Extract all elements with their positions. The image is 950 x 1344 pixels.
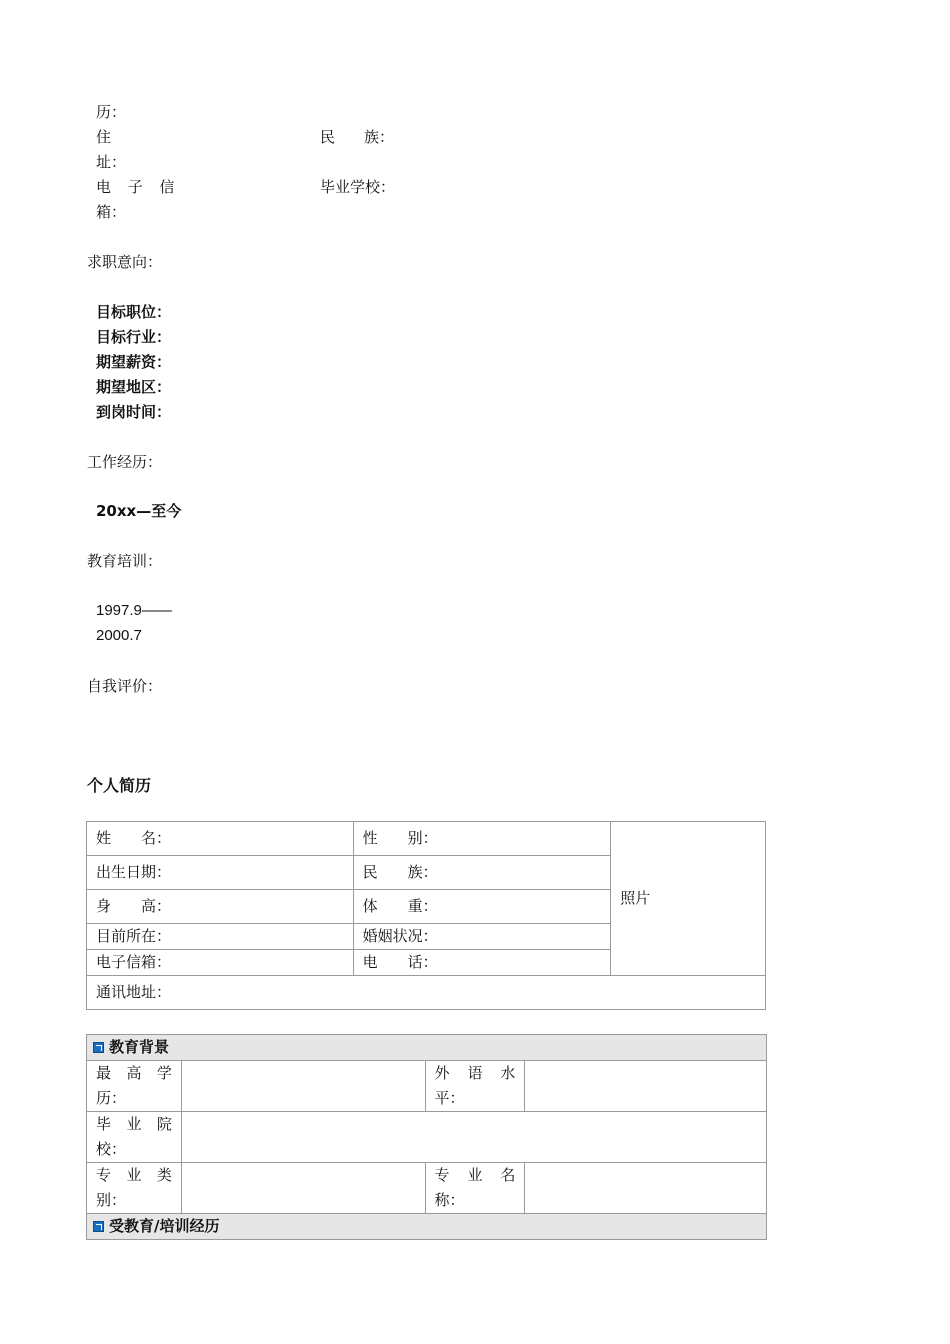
personal-info-table [86, 821, 766, 1010]
ethnic-label-part1: 民 [320, 128, 336, 146]
language-label-char3: 水 [500, 1064, 516, 1082]
ethnic-label-part2: 族： [363, 128, 394, 146]
college-value-cell[interactable] [181, 1112, 766, 1163]
major-type-label-cell [87, 1163, 182, 1214]
major-type-char3: 类 [156, 1166, 172, 1184]
college-label-part2: 校： [96, 1140, 127, 1158]
height-label: 身 高： [96, 897, 172, 915]
major-name-char3: 名 [500, 1166, 516, 1184]
self-eval-heading: 自我评价： [87, 677, 163, 695]
language-label-char1: 外 [434, 1064, 450, 1082]
weight-label: 体 重： [362, 897, 438, 915]
degree-label-char3: 学 [156, 1064, 172, 1082]
degree-label-char2: 高 [126, 1064, 142, 1082]
gender-label: 性 别： [362, 829, 438, 847]
photo-cell[interactable] [611, 822, 766, 976]
college-label-char1: 毕 [96, 1115, 112, 1133]
major-type-label-part2: 别： [96, 1191, 127, 1209]
degree-label-char1: 最 [96, 1064, 112, 1082]
gender-cell[interactable] [353, 822, 611, 856]
major-type-char2: 业 [126, 1166, 142, 1184]
education-level-label-tail: 历： [96, 103, 127, 121]
major-name-label-cell [425, 1163, 525, 1214]
education-period-end: 2000.7 [96, 627, 142, 644]
weight-cell[interactable] [353, 890, 611, 924]
education-table [86, 1034, 767, 1240]
birth-cell[interactable] [87, 856, 354, 890]
address-label-part2: 址： [96, 153, 127, 171]
ethnic-table-label: 民 族： [362, 863, 438, 881]
major-name-value-cell[interactable] [525, 1163, 767, 1214]
section-marker-icon [93, 1221, 104, 1232]
ethnic-label [320, 125, 394, 150]
education-heading: 教育培训： [87, 552, 163, 570]
intent-item-industry: 目标行业： [96, 328, 172, 346]
school-label: 毕业学校： [320, 178, 396, 196]
college-label-cell [87, 1112, 182, 1163]
language-value-cell[interactable] [525, 1061, 767, 1112]
email-table-label: 电子信箱： [96, 953, 172, 971]
degree-label-cell [87, 1061, 182, 1112]
intent-heading: 求职意向： [87, 253, 163, 271]
name-cell[interactable] [87, 822, 354, 856]
phone-label: 电 话： [362, 953, 438, 971]
major-name-char2: 业 [467, 1166, 483, 1184]
language-label-char2: 语 [467, 1064, 483, 1082]
email-label-part2: 箱： [96, 203, 127, 221]
training-header-label: 受教育/培训经历 [109, 1217, 220, 1235]
address-table-label: 通讯地址： [96, 983, 172, 1001]
address-label-part1: 住 [96, 128, 112, 146]
education-header [87, 1035, 767, 1061]
college-label-char2: 业 [126, 1115, 142, 1133]
location-cell[interactable] [87, 924, 354, 950]
photo-label: 照片 [620, 889, 651, 907]
location-label: 目前所在： [96, 927, 172, 945]
name-label: 姓 名： [96, 829, 172, 847]
work-heading: 工作经历： [87, 453, 163, 471]
work-period: 20xx—至今 [96, 502, 182, 520]
major-type-char1: 专 [96, 1166, 112, 1184]
height-cell[interactable] [87, 890, 354, 924]
email-cell[interactable] [87, 950, 354, 976]
major-name-char1: 专 [434, 1166, 450, 1184]
intent-item-position: 目标职位： [96, 303, 172, 321]
intent-item-salary: 期望薪资： [96, 353, 172, 371]
marital-cell[interactable] [353, 924, 611, 950]
resume-title: 个人简历 [87, 776, 152, 795]
major-type-value-cell[interactable] [181, 1163, 425, 1214]
education-header-label: 教育背景 [109, 1038, 170, 1056]
degree-value-cell[interactable] [181, 1061, 425, 1112]
email-label-part1: 电 子 信 [96, 178, 181, 196]
major-name-label-part2: 称： [434, 1191, 465, 1209]
training-header [87, 1214, 767, 1240]
section-marker-icon [93, 1042, 104, 1053]
degree-label-part2: 历： [96, 1089, 127, 1107]
college-label-char3: 院 [156, 1115, 172, 1133]
education-period-start: 1997.9—— [96, 602, 172, 619]
phone-cell[interactable] [353, 950, 611, 976]
birth-label: 出生日期： [96, 863, 172, 881]
intent-item-region: 期望地区： [96, 378, 172, 396]
marital-label: 婚姻状况： [362, 927, 438, 945]
address-cell[interactable] [87, 976, 766, 1010]
language-label-cell [425, 1061, 525, 1112]
language-label-part2: 平： [434, 1089, 465, 1107]
intent-item-arrival: 到岗时间： [96, 403, 172, 421]
ethnic-cell[interactable] [353, 856, 611, 890]
